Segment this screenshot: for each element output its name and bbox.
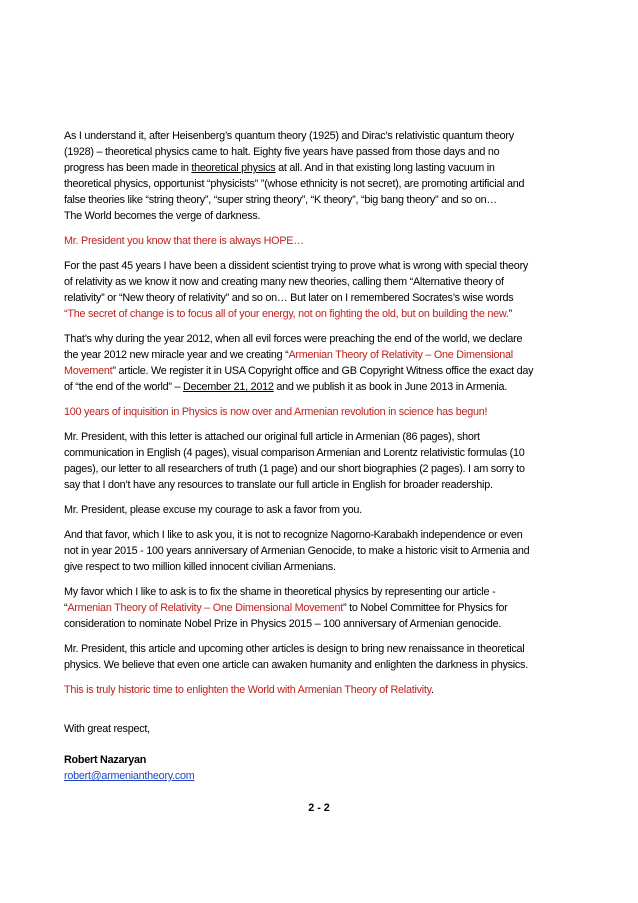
text-line: false theories like “string theory”, “super string theory”, “K theory”, “big bang theory” and so on… xyxy=(64,194,497,206)
paragraph-nobel xyxy=(64,584,576,632)
page-number: 2 - 2 xyxy=(308,802,330,814)
date-underline: December 21, 2012 xyxy=(183,381,274,393)
article-title-red: Movement xyxy=(64,365,113,377)
text-line: ” to Nobel Committee for Physics for xyxy=(343,602,508,614)
email-link[interactable]: robert@armeniantheory.com xyxy=(64,770,195,782)
text-line: The World becomes the verge of darkness. xyxy=(64,210,261,222)
text-line: relativity” or “New theory of relativity” and so on… But later on I remembered Socrates’s wise words xyxy=(64,292,514,304)
historic-dot: . xyxy=(431,684,434,696)
text-line: For the past 45 years I have been a dissident scientist trying to prove what is wrong with special theory xyxy=(64,260,529,272)
text-line: That’s why during the year 2012, when all evil forces were preaching the end of the world, we declare xyxy=(64,333,523,345)
paragraph-favor xyxy=(64,527,576,575)
paragraph-renaissance xyxy=(64,641,576,673)
socrates-quote: The secret of change is to focus all of your energy, not on fighting the old, but on building the new. xyxy=(67,308,509,320)
theoretical-physics-underline: theoretical physics xyxy=(191,162,276,174)
paragraph-intro xyxy=(64,128,576,224)
text-line: As I understand it, after Heisenberg’s quantum theory (1925) and Dirac’s relativistic quantum theory xyxy=(64,130,514,142)
signature-name: Robert Nazaryan xyxy=(64,754,147,766)
text-line: at all. And in that existing long lasting vacuum in xyxy=(275,162,495,174)
quote-close: ” xyxy=(508,308,512,320)
text-line: (1928) – theoretical physics came to halt. Eighty five years have passed from those days and no xyxy=(64,146,500,158)
text-line: and we publish it as book in June 2013 in Armenia. xyxy=(273,381,507,393)
text-line: of relativity as we know it now and creating many new theories, calling them “Alternative theory of xyxy=(64,276,504,288)
text-line: ” article. We register it in USA Copyright office and GB Copyright Witness office the exact day xyxy=(112,365,534,377)
text-line: consideration to nominate Nobel Prize in Physics 2015 – 100 anniversary of Armenian genocide. xyxy=(64,618,502,630)
closing-line: With great respect, xyxy=(64,723,150,735)
paragraph-dissident xyxy=(64,258,576,322)
signature-block xyxy=(64,752,576,784)
text-line: Mr. President, with this letter is attached our original full article in Armenian (86 pages), short xyxy=(64,431,480,443)
text-line: “ xyxy=(64,602,68,614)
historic-text: This is truly historic time to enlighten the World with Armenian Theory of Relativity xyxy=(64,684,431,696)
historic-line xyxy=(64,682,576,698)
text-line: theoretical physics, opportunist “physicists” ”(whose ethnicity is not secret), are promoting artificial and xyxy=(64,178,525,190)
text-line: progress has been made in xyxy=(64,162,192,174)
text-line: not in year 2015 - 100 years anniversary of Armenian Genocide, to make a historic visit to Armenia and xyxy=(64,545,530,557)
text-line: My favor which I like to ask is to fix the shame in theoretical physics by representing our article - xyxy=(64,586,496,598)
article-title-red: Armenian Theory of Relativity – One Dimensional xyxy=(288,349,513,361)
paragraph-2012 xyxy=(64,331,576,395)
text-line: physics. We believe that even one article can awaken humanity and enlighten the darkness in physics. xyxy=(64,659,528,671)
inquisition-line: 100 years of inquisition in Physics is now over and Armenian revolution in science has begun! xyxy=(64,406,488,418)
text-line: And that favor, which I like to ask you, it is not to recognize Nagorno-Karabakh independence or even xyxy=(64,529,523,541)
spacer xyxy=(64,707,576,721)
text-line: give respect to two million killed innocent civilian Armenians. xyxy=(64,561,336,573)
text-line: the year 2012 new miracle year and we creating “ xyxy=(64,349,289,361)
text-line: pages), our letter to all researchers of truth (1 page) and our short biographies (2 pages). I am sorry to xyxy=(64,463,525,475)
hope-line: Mr. President you know that there is always HOPE… xyxy=(64,235,304,247)
text-line: of “the end of the world” – xyxy=(64,381,184,393)
paragraph-favor-intro: Mr. President, please excuse my courage to ask a favor from you. xyxy=(64,504,362,516)
quote-open: “ xyxy=(64,308,68,320)
text-line: say that I don’t have any resources to translate our full article in English for broader readership. xyxy=(64,479,493,491)
paragraph-attachments xyxy=(64,429,576,493)
text-line: Mr. President, this article and upcoming other articles is design to bring new renaissance in theoretical xyxy=(64,643,525,655)
article-title-red: Armenian Theory of Relativity – One Dimensional Movement xyxy=(67,602,344,614)
text-line: communication in English (4 pages), visual comparison Armenian and Lorentz relativistic formulas (10 xyxy=(64,447,525,459)
